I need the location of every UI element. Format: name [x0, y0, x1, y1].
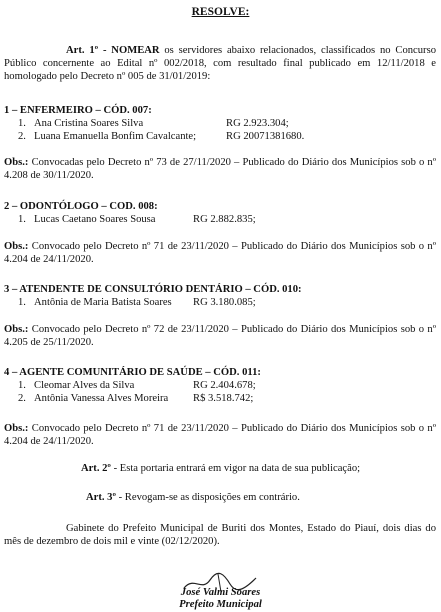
list-item [18, 213, 256, 226]
item-rg: RG 2.404.678; [193, 380, 256, 391]
section-1-obs [4, 156, 436, 182]
item-number: 2. [18, 131, 26, 142]
item-rg: RG 2.882.835; [193, 214, 256, 225]
section-2-title: 2 – ODONTÓLOGO – COD. 008: [4, 201, 158, 212]
list-item [18, 296, 256, 309]
item-number: 1. [18, 214, 26, 225]
resolve-heading: RESOLVE: [191, 6, 250, 18]
section-3-obs [4, 323, 436, 349]
item-rg: RG 20071381680. [226, 131, 305, 142]
list-item [18, 130, 305, 143]
signature-role: Prefeito Municipal [179, 599, 262, 610]
item-rg: RG 3.180.085; [193, 297, 256, 308]
item-name: Cleomar Alves da Silva [34, 380, 135, 391]
obs-text: Convocado pelo Decreto nº 71 de 23/11/2020 – Publicado do Diário dos Municípios sob o nº 4.204 de 24/11/2020. [4, 241, 436, 265]
obs-text: Convocadas pelo Decreto nº 73 de 27/11/2020 – Publicado do Diário dos Municípios sob o nº 4.208 de 30/11/2020. [4, 157, 436, 181]
list-item [18, 117, 289, 130]
item-rg: R$ 3.518.742; [193, 393, 254, 404]
item-number: 1. [18, 380, 26, 391]
list-item [18, 392, 254, 405]
obs-label: Obs.: [4, 423, 29, 434]
item-number: 1. [18, 297, 26, 308]
item-number: 2. [18, 393, 26, 404]
obs-text: Convocado pelo Decreto nº 72 de 23/11/2020 – Publicado do Diário dos Municípios sob o nº 4.205 de 25/11/2020. [4, 324, 436, 348]
article-3-text: - Revogam-se as disposições em contrário. [115, 492, 300, 503]
article-1-text: os servidores abaixo relacionados, classificados no Concurso Público concernente ao Edital nº 002/2018, com resultado final publicado em 12/11/2018 e homologado pelo Decreto nº 005 de 31/01/2019: [4, 45, 436, 82]
obs-label: Obs.: [4, 157, 29, 168]
item-name: Luana Emanuella Bonfim Cavalcante; [34, 131, 197, 142]
item-name: Ana Cristina Soares Silva [34, 118, 144, 129]
article-2-label: Art. 2º [80, 463, 111, 474]
section-4-title: 4 – AGENTE COMUNITÁRIO DE SAÚDE – CÓD. 011: [4, 367, 261, 378]
article-2-line [0, 462, 441, 475]
item-rg: RG 2.923.304; [226, 118, 289, 129]
obs-label: Obs.: [4, 241, 29, 252]
article-3-label: Art. 3º [86, 492, 116, 503]
item-name: Lucas Caetano Soares Sousa [34, 214, 156, 225]
list-item [18, 379, 256, 392]
section-4-obs [4, 422, 436, 448]
item-name: Antônia Vanessa Alves Moreira [34, 393, 169, 404]
article-1-paragraph [4, 44, 436, 83]
closing-paragraph: Gabinete do Prefeito Municipal de Buriti dos Montes, Estado do Piauí, dois dias do mês de dezembro de dois mil e vinte (02/12/2020). [4, 523, 436, 547]
item-name: Antônia de Maria Batista Soares [34, 297, 172, 308]
article-3-line [4, 491, 436, 504]
section-2-obs [4, 240, 436, 266]
section-1-title: 1 – ENFERMEIRO – CÓD. 007: [4, 105, 152, 116]
signature-name: José Valmi Soares [180, 587, 261, 598]
item-number: 1. [18, 118, 26, 129]
section-3-title: 3 – ATENDENTE DE CONSULTÓRIO DENTÁRIO – CÓD. 010: [4, 284, 302, 295]
signature-block [0, 586, 441, 611]
obs-label: Obs.: [4, 324, 29, 335]
obs-text: Convocado pelo Decreto nº 71 de 23/11/2020 – Publicado do Diário dos Municípios sob o nº 4.204 de 24/11/2020. [4, 423, 436, 447]
article-2-text: - Esta portaria entrará em vigor na data de sua publicação; [110, 463, 361, 474]
article-1-label: Art. 1º - NOMEAR [66, 45, 160, 56]
